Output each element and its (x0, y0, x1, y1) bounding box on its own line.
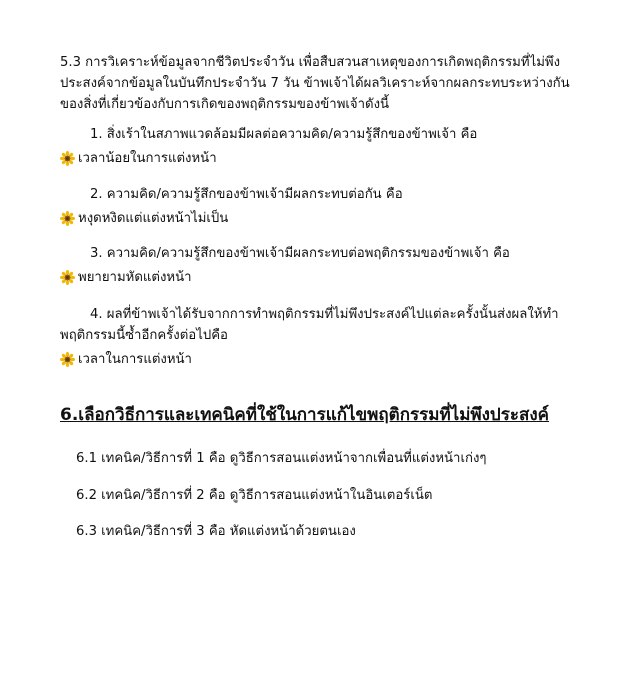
analysis-item-2 (60, 184, 600, 229)
technique-item: 6.2 เทคนิค/วิธีการที่ 2 คือ ดูวิธีการสอนแต่งหน้าในอินเตอร์เน็ต (76, 488, 433, 503)
sunflower-icon (60, 151, 75, 166)
technique-item: 6.1 เทคนิค/วิธีการที่ 1 คือ ดูวิธีการสอนแต่งหน้าจากเพื่อนที่แต่งหน้าเก่งๆ (76, 451, 487, 466)
item-question: 1. สิ่งเร้าในสภาพแวดล้อมมีผลต่อความคิด/ความรู้สึกของข้าพเจ้า คือ (90, 127, 478, 142)
item-answer (60, 349, 600, 370)
analysis-item-4 (60, 304, 600, 370)
analysis-item-3 (60, 243, 600, 288)
item-answer (60, 208, 600, 229)
paragraph-line: 5.3 การวิเคราะห์ข้อมูลจากชีวิตประจำวัน เพื่อสืบสวนสาเหตุของการเกิดพฤติกรรมที่ไม่พึง (60, 55, 561, 70)
sunflower-icon (60, 352, 75, 367)
item-question: 2. ความคิด/ความรู้สึกของข้าพเจ้ามีผลกระทบต่อกัน คือ (90, 187, 403, 202)
analysis-item-1 (60, 124, 600, 169)
answer-text: พยายามหัดแต่งหน้า (78, 270, 192, 285)
item-answer (60, 267, 600, 288)
answer-text: เวลาน้อยในการแต่งหน้า (78, 151, 217, 166)
technique-item: 6.3 เทคนิค/วิธีการที่ 3 คือ หัดแต่งหน้าด้วยตนเอง (76, 524, 356, 539)
answer-text: หงุดหงิดแต่แต่งหน้าไม่เป็น (78, 211, 229, 226)
item-question: 3. ความคิด/ความรู้สึกของข้าพเจ้ามีผลกระทบต่อพฤติกรรมของข้าพเจ้า คือ (90, 246, 510, 261)
section-5-3-paragraph (60, 52, 600, 115)
item-question-continued: พฤติกรรมนี้ซ้ำอีกครั้งต่อไปคือ (60, 328, 228, 343)
paragraph-line: ประสงค์จากข้อมูลในบันทึกประจำวัน 7 วัน ข้าพเจ้าได้ผลวิเคราะห์จากผลกระทบระหว่างกัน (60, 76, 570, 91)
item-answer (60, 148, 600, 169)
item-question: 4. ผลที่ข้าพเจ้าได้รับจากการทำพฤติกรรมที่ไม่พึงประสงค์ไปแต่ละครั้งนั้นส่งผลให้ทำ (90, 307, 559, 322)
sunflower-icon (60, 270, 75, 285)
sunflower-icon (60, 211, 75, 226)
section-6-heading: 6.เลือกวิธีการและเทคนิคที่ใช้ในการแก้ไขพฤติกรรมที่ไม่พึงประสงค์ (60, 405, 550, 425)
paragraph-line: ของสิ่งที่เกี่ยวข้องกับการเกิดของพฤติกรรมของข้าพเจ้าดังนี้ (60, 97, 390, 112)
answer-text: เวลาในการแต่งหน้า (78, 352, 192, 367)
